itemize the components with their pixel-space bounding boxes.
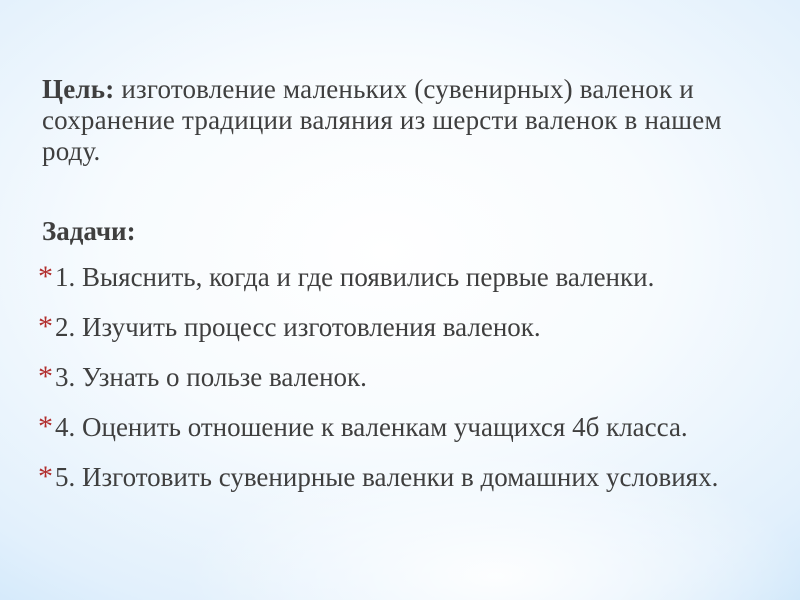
task-text: 5. Изготовить сувенирные валенки в домашних условиях. (55, 462, 719, 492)
asterisk-bullet: * (38, 460, 53, 493)
slide-content (38, 74, 758, 493)
task-text: 1. Выяснить, когда и где появились первые валенки. (55, 262, 655, 292)
task-text: 2. Изучить процесс изготовления валенок. (55, 312, 541, 342)
goal-label: Цель: (42, 74, 115, 104)
asterisk-bullet: * (38, 260, 53, 293)
asterisk-bullet: * (38, 310, 53, 343)
task-text: 4. Оценить отношение к валенкам учащихся 4б класса. (55, 412, 688, 442)
asterisk-bullet: * (38, 360, 53, 393)
task-item (38, 460, 758, 493)
tasks-heading: Задачи: (42, 216, 136, 246)
task-list (38, 260, 758, 493)
task-item (38, 260, 758, 293)
goal-text: изготовление маленьких (сувенирных) валенок и сохранение традиции валяния из шерсти валенок в нашем роду. (42, 74, 722, 166)
task-text: 3. Узнать о пользе валенок. (55, 362, 367, 392)
task-item (38, 310, 758, 343)
task-item (38, 360, 758, 393)
goal-paragraph (42, 74, 742, 167)
task-item (38, 410, 758, 443)
asterisk-bullet: * (38, 410, 53, 443)
